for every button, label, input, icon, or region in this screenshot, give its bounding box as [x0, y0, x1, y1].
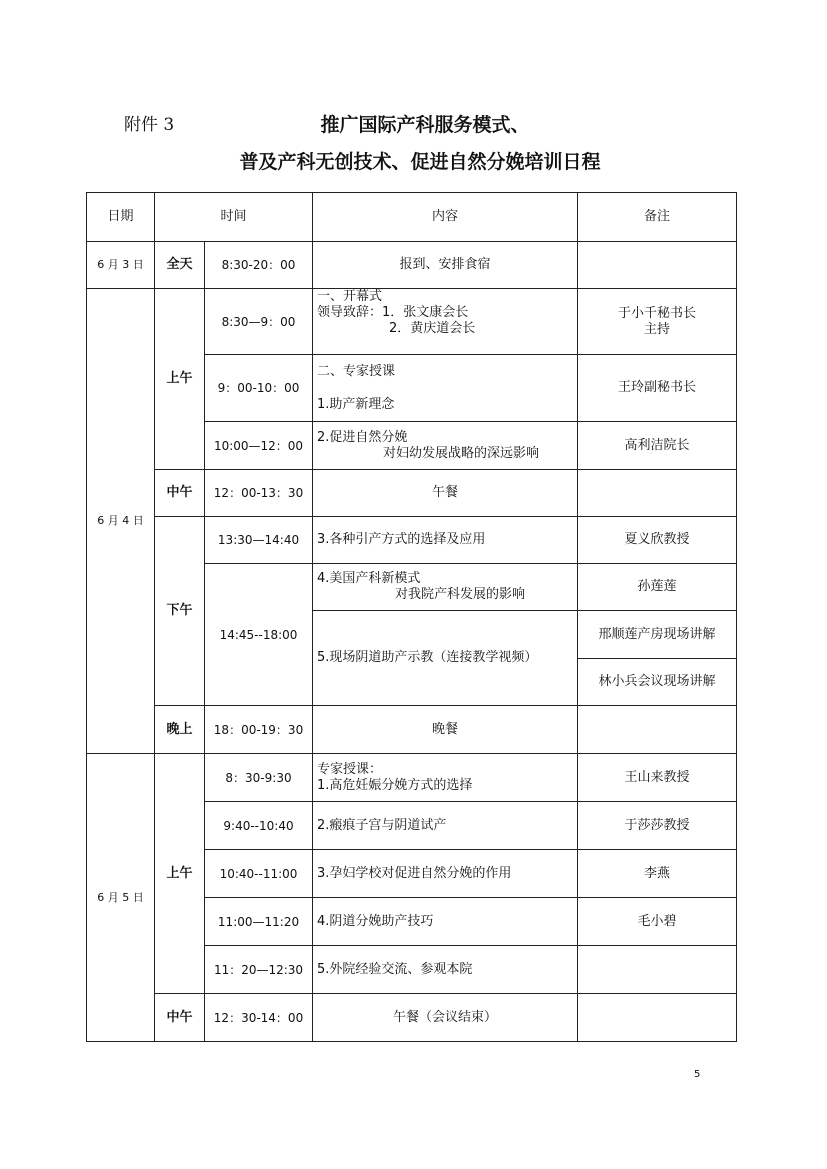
content-line: 4.美国产科新模式: [317, 571, 421, 586]
time-cell: 12：00-13：30: [205, 470, 313, 517]
content-line: 一、开幕式: [317, 289, 383, 304]
note-line: 主持: [644, 321, 671, 337]
content-line: 二、专家授课: [317, 363, 396, 379]
table-row: [87, 706, 737, 754]
content-line: 对妇幼发展战略的深远影响: [383, 445, 540, 461]
table-row: [87, 289, 737, 355]
page-number: 5: [694, 1069, 701, 1080]
content-cell: 午餐（会议结束）: [313, 994, 578, 1042]
table-row: [87, 470, 737, 517]
schedule-table: [86, 192, 737, 1042]
time-cell: 11:00—11:20: [205, 898, 313, 946]
note-cell: 李燕: [578, 850, 737, 898]
content-cell: 5.现场阴道助产示教（连接教学视频）: [313, 611, 578, 706]
table-header-row: [87, 193, 737, 242]
time-cell: 11：20—12:30: [205, 946, 313, 994]
period-cell: 下午: [155, 517, 205, 706]
time-cell: 8：30-9:30: [205, 754, 313, 802]
header-time: 时间: [155, 193, 313, 242]
note-cell: 夏义欣教授: [578, 517, 737, 564]
header-date: 日期: [87, 193, 155, 242]
note-cell: [578, 706, 737, 754]
note-cell: [578, 946, 737, 994]
content-cell: 3.孕妇学校对促进自然分娩的作用: [313, 850, 578, 898]
time-cell: 12：30-14：00: [205, 994, 313, 1042]
content-cell: [313, 355, 578, 422]
note-cell: [578, 289, 737, 355]
table-row: [87, 754, 737, 802]
time-cell: 8:30—9：00: [205, 289, 313, 355]
note-cell: [578, 470, 737, 517]
content-line: 领导致辞：1．张文康会长: [317, 305, 469, 320]
title-line-1: 推广国际产科服务模式、: [320, 114, 530, 136]
note-cell: 于莎莎教授: [578, 802, 737, 850]
content-cell: 3.各种引产方式的选择及应用: [313, 517, 578, 564]
date-cell: 6 月 4 日: [87, 289, 155, 754]
time-cell: 10:00—12：00: [205, 422, 313, 470]
content-line: 1.高危妊娠分娩方式的选择: [317, 777, 473, 793]
time-cell: 9:40--10:40: [205, 802, 313, 850]
period-cell: 全天: [155, 242, 205, 289]
content-cell: 报到、安排食宿: [313, 242, 578, 289]
content-line: 专家授课：: [317, 761, 383, 777]
content-line: 2．黄庆道会长: [389, 321, 476, 336]
content-line: 1.助产新理念: [317, 396, 395, 412]
content-cell: [313, 754, 578, 802]
period-cell: 中午: [155, 470, 205, 517]
note-cell: 林小兵会议现场讲解: [578, 659, 737, 706]
period-cell: 上午: [155, 289, 205, 470]
content-cell: 2.瘢痕子宫与阴道试产: [313, 802, 578, 850]
period-cell: 中午: [155, 994, 205, 1042]
header-note: 备注: [578, 193, 737, 242]
content-cell: [313, 289, 578, 355]
time-cell: 18：00-19：30: [205, 706, 313, 754]
time-cell: 13:30—14:40: [205, 517, 313, 564]
content-cell: 晚餐: [313, 706, 578, 754]
period-cell: 上午: [155, 754, 205, 994]
content-cell: 午餐: [313, 470, 578, 517]
content-line: 对我院产科发展的影响: [395, 587, 526, 602]
time-cell: 14:45--18:00: [205, 564, 313, 706]
content-cell: [313, 564, 578, 611]
note-cell: 高利洁院长: [578, 422, 737, 470]
table-row: [87, 994, 737, 1042]
time-cell: 9：00-10：00: [205, 355, 313, 422]
note-cell: 王玲副秘书长: [578, 355, 737, 422]
date-cell: 6 月 3 日: [87, 242, 155, 289]
content-cell: 5.外院经验交流、参观本院: [313, 946, 578, 994]
header-content: 内容: [313, 193, 578, 242]
note-cell: [578, 242, 737, 289]
period-cell: 晚上: [155, 706, 205, 754]
content-line: 2.促进自然分娩: [317, 429, 408, 445]
table-row: [87, 242, 737, 289]
note-cell: [578, 994, 737, 1042]
note-cell: 毛小碧: [578, 898, 737, 946]
note-line: 于小千秘书长: [618, 305, 697, 321]
time-cell: 8:30-20：00: [205, 242, 313, 289]
content-cell: 4.阴道分娩助产技巧: [313, 898, 578, 946]
date-cell: 6 月 5 日: [87, 754, 155, 1042]
note-cell: 王山来教授: [578, 754, 737, 802]
note-cell: 孙莲莲: [578, 564, 737, 611]
title-line-2: 普及产科无创技术、促进自然分娩培训日程: [239, 151, 601, 173]
table-row: [87, 517, 737, 564]
time-cell: 10:40--11:00: [205, 850, 313, 898]
note-cell: 邢顺莲产房现场讲解: [578, 611, 737, 659]
content-cell: [313, 422, 578, 470]
attachment-label: 附件 3: [124, 115, 175, 135]
